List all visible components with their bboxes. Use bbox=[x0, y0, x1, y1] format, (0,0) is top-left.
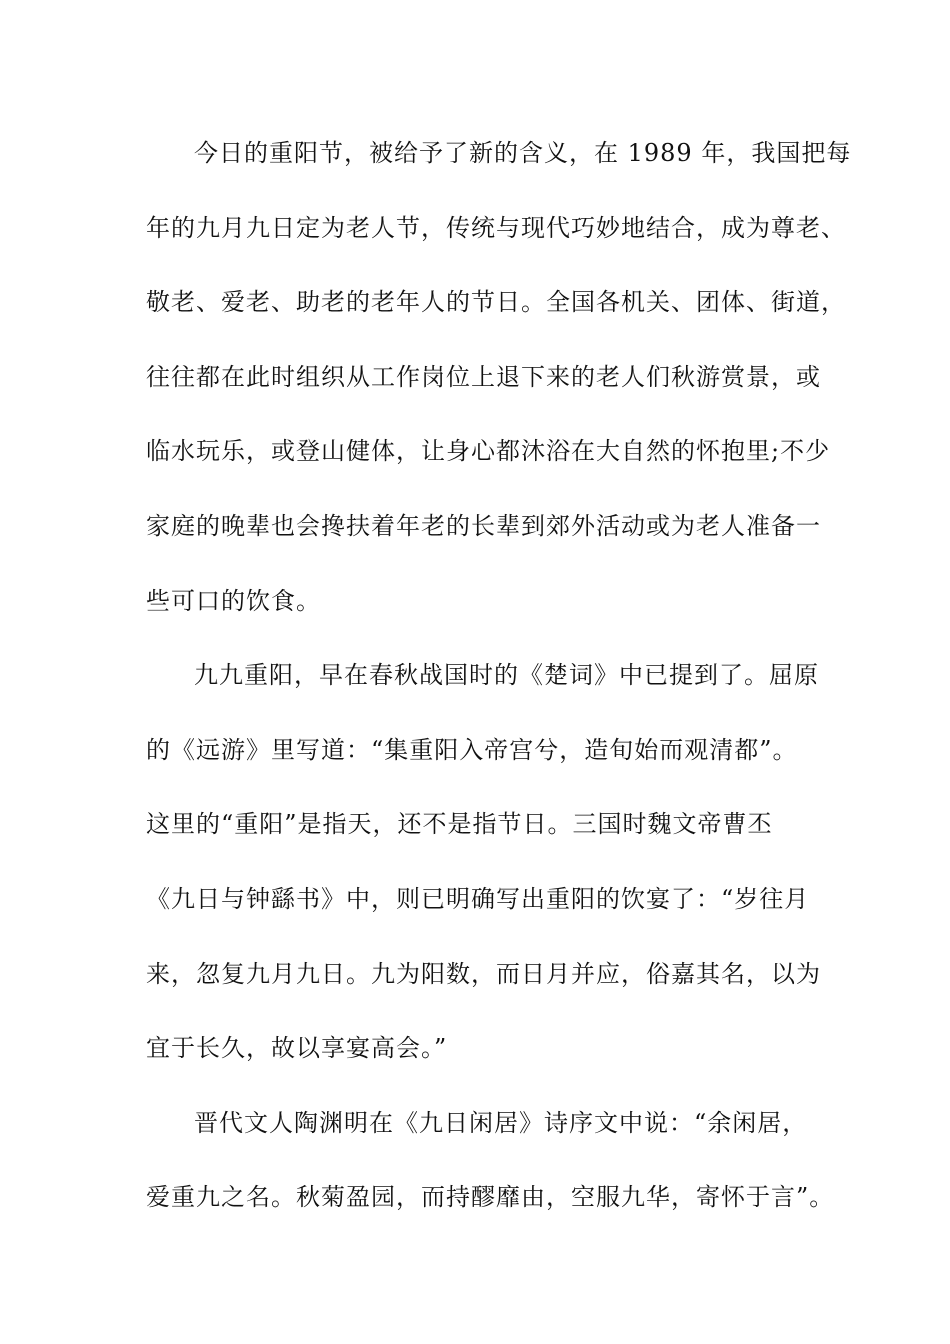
paragraph-line: 的《远游》里写道：“集重阳入帝宫兮，造旬始而观清都”。 bbox=[146, 735, 798, 764]
paragraph-line: 晋代文人陶渊明在《九日闲居》诗序文中说：“余闲居， bbox=[194, 1108, 808, 1137]
paragraph-line: 爱重九之名。秋菊盈园，而持醪靡由，空服九华，寄怀于言”。 bbox=[146, 1183, 835, 1212]
paragraph-1 bbox=[146, 128, 852, 650]
paragraph-line: 这里的“重阳”是指天，还不是指节日。三国时魏文帝曹丕 bbox=[146, 810, 773, 839]
paragraph-line: 来，忽复九月九日。九为阳数，而日月并应，俗嘉其名，以为 bbox=[146, 959, 821, 988]
paragraph-line: 宜于长久，故以享宴高会。” bbox=[146, 1034, 448, 1063]
paragraph-line: 《九日与钟繇书》中，则已明确写出重阳的饮宴了：“岁往月 bbox=[146, 884, 810, 913]
paragraph-line: 家庭的晚辈也会搀扶着年老的长辈到郊外活动或为老人准备一 bbox=[146, 511, 821, 540]
paragraph-line: 九九重阳，早在春秋战国时的《楚词》中已提到了。屈原 bbox=[194, 661, 819, 690]
document-body bbox=[146, 128, 852, 1247]
paragraph-line: 敬老、爱老、助老的老年人的节日。全国各机关、团体、街道， bbox=[146, 288, 846, 317]
paragraph-3 bbox=[146, 1098, 836, 1247]
paragraph-line: 临水玩乐，或登山健体，让身心都沐浴在大自然的怀抱里;不少 bbox=[146, 437, 831, 466]
paragraph-line: 些可口的饮食。 bbox=[146, 586, 321, 615]
paragraph-line: 往往都在此时组织从工作岗位上退下来的老人们秋游赏景，或 bbox=[146, 362, 821, 391]
paragraph-line: 今日的重阳节，被给予了新的含义，在 1989 年，我国把每 bbox=[194, 139, 852, 167]
paragraph-2 bbox=[146, 650, 836, 1098]
paragraph-line: 年的九月九日定为老人节，传统与现代巧妙地结合，成为尊老、 bbox=[146, 213, 846, 242]
